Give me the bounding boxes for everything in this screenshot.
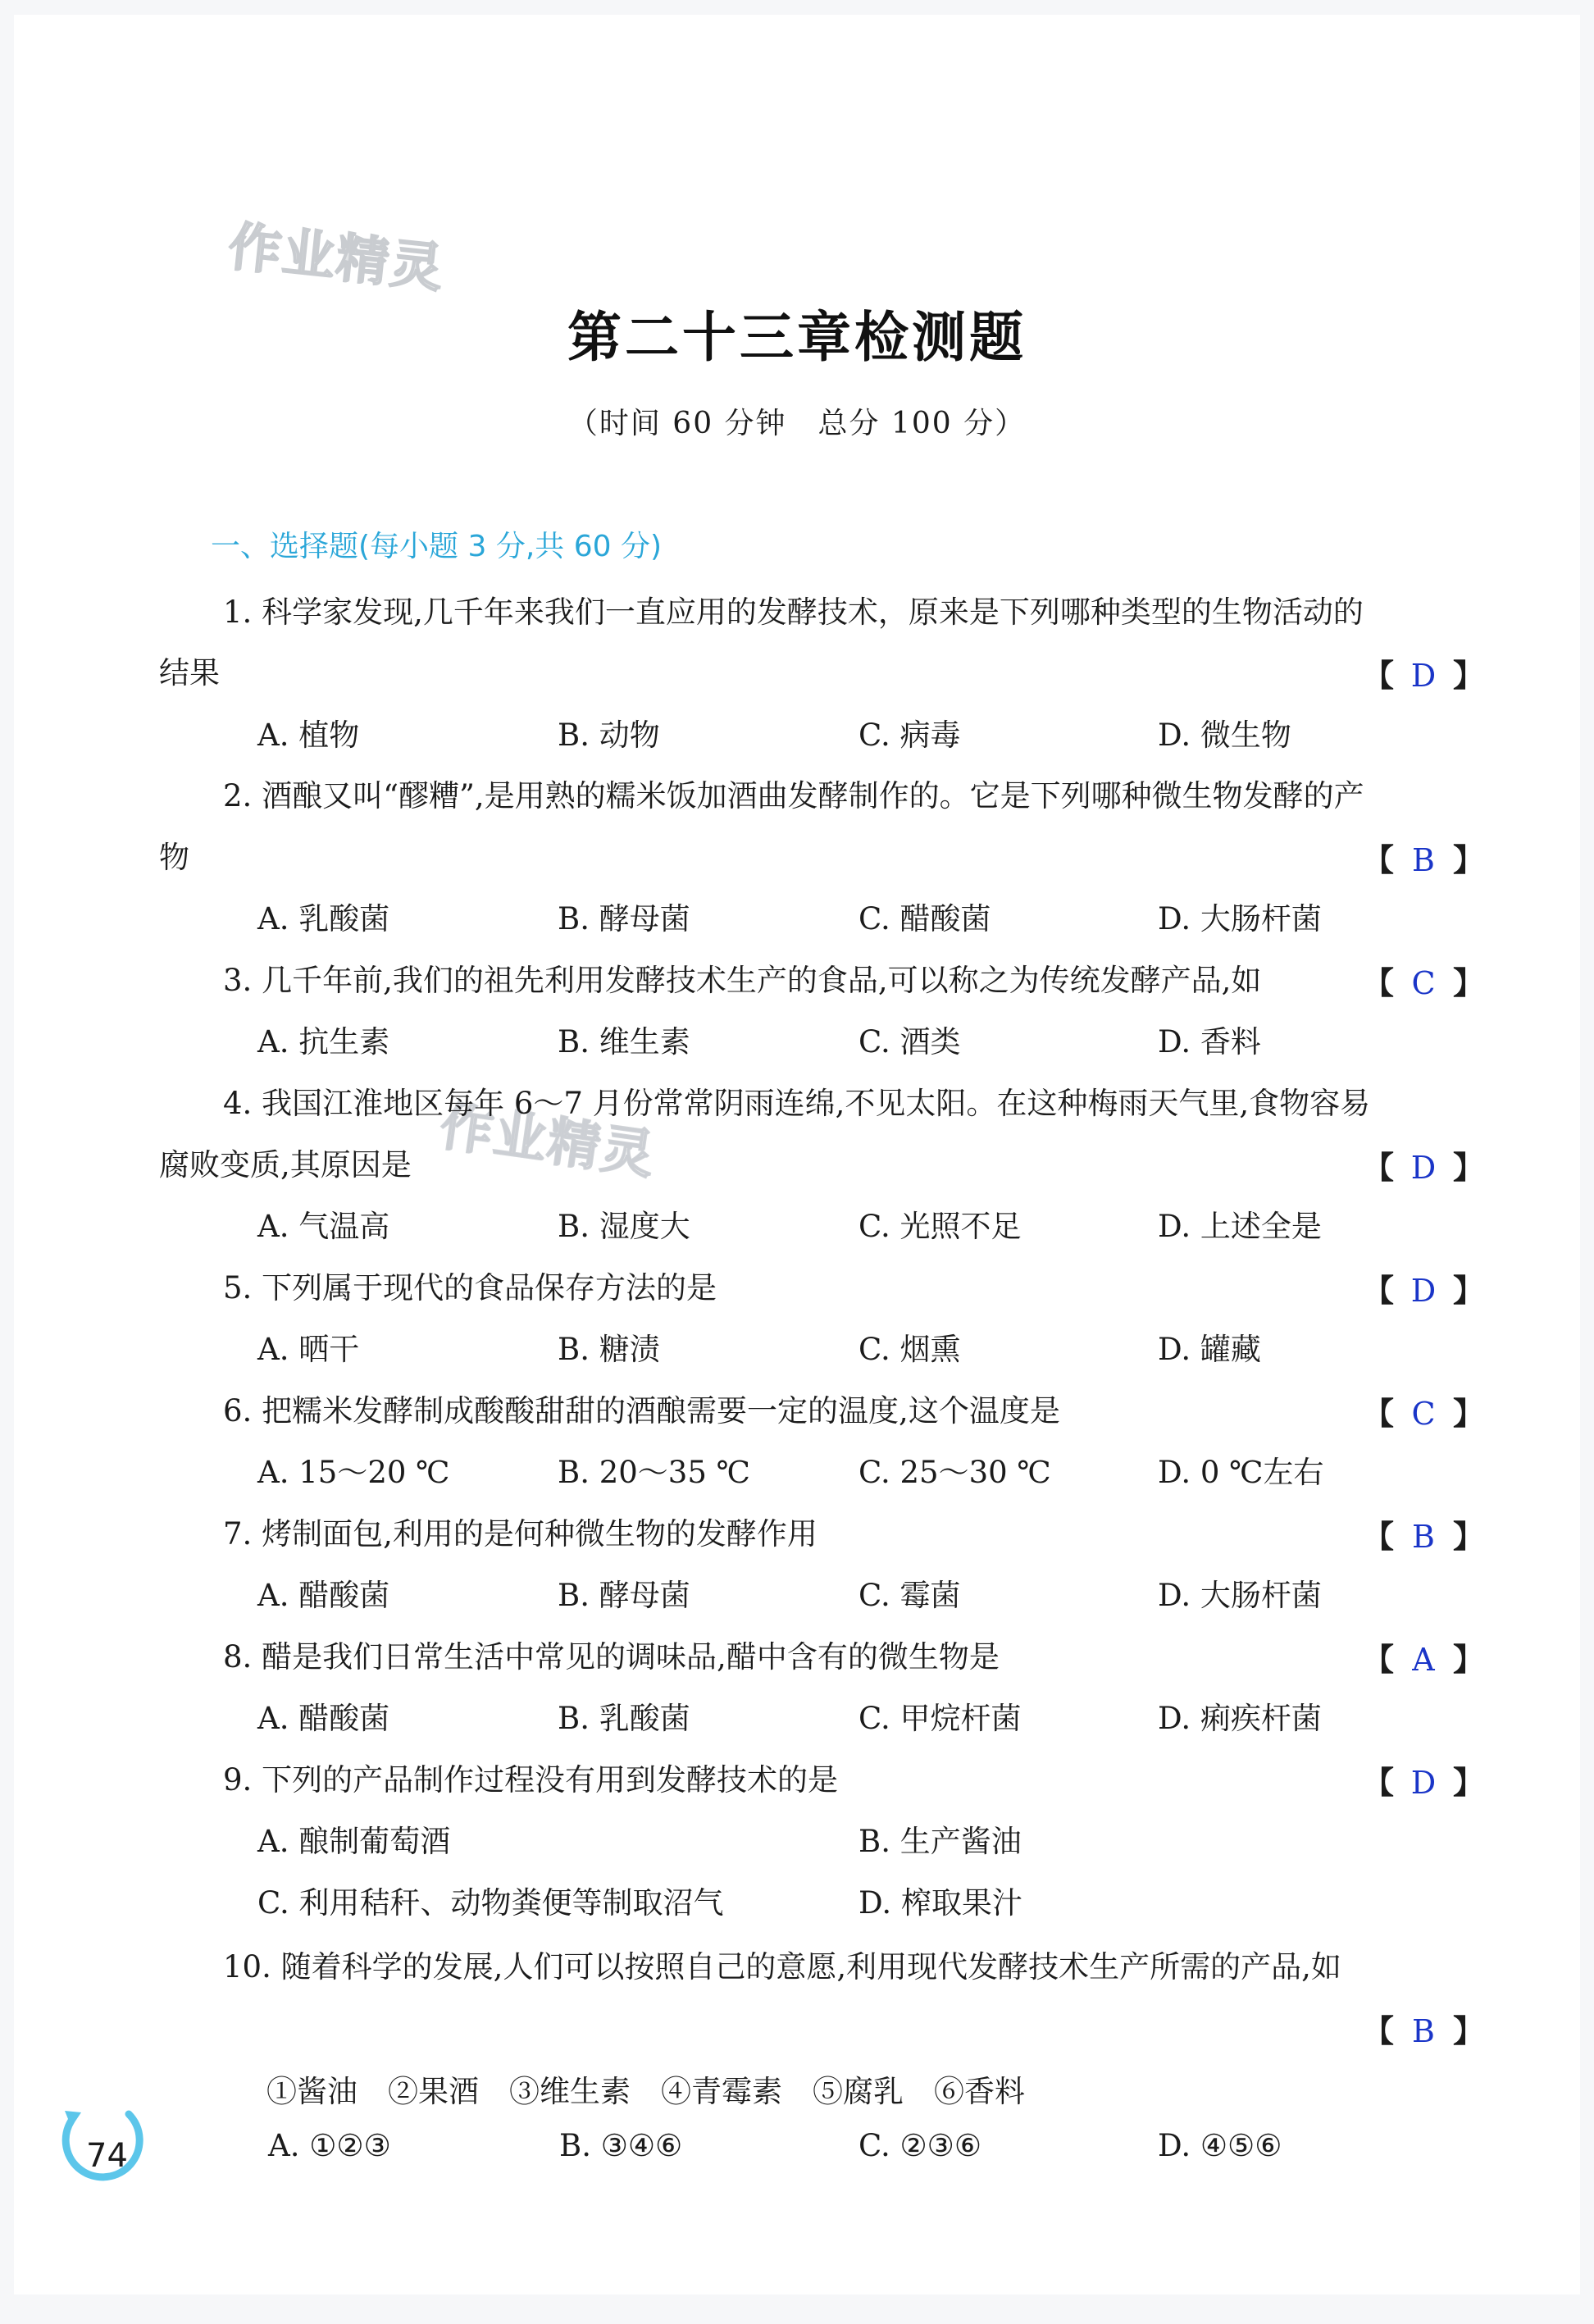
option: A. 醋酸菌	[257, 1701, 390, 1736]
answer-letter: D	[1410, 1273, 1437, 1309]
question-stem: 3. 几千年前,我们的祖先利用发酵技术生产的食品,可以称之为传统发酵产品,如	[223, 963, 1262, 998]
option: A. 15～20 ℃	[257, 1455, 450, 1490]
answer-bracket: 【 D 】	[1363, 658, 1485, 694]
page-number-badge	[47, 2096, 162, 2194]
question-stem: 4. 我国江淮地区每年 6～7 月份常常阴雨连绵,不见太阳。在这种梅雨天气里,食物容易	[223, 1086, 1371, 1121]
item-list: ①酱油 ②果酒 ③维生素 ④青霉素 ⑤腐乳 ⑥香料	[266, 2074, 1025, 2109]
page-number: 74	[86, 2137, 128, 2175]
question-stem: 结果	[159, 655, 220, 690]
answer-bracket: 【 D 】	[1363, 1150, 1485, 1186]
option: B. ③④⑥	[559, 2128, 683, 2163]
option: C. 25～30 ℃	[858, 1455, 1051, 1490]
page	[14, 15, 1580, 2294]
watermark: 作业精灵	[436, 1096, 660, 1187]
answer-bracket: 【 D 】	[1363, 1765, 1485, 1801]
question-stem: 8. 醋是我们日常生活中常见的调味品,醋中含有的微生物是	[223, 1639, 1000, 1675]
option: B. 糖渍	[558, 1332, 660, 1367]
watermark: 作业精灵	[225, 216, 448, 300]
option: A. 晒干	[257, 1332, 360, 1367]
answer-letter: B	[1412, 2013, 1435, 2049]
option: C. 光照不足	[858, 1209, 1022, 1244]
option: B. 20～35 ℃	[558, 1455, 751, 1490]
option: A. 植物	[257, 718, 360, 753]
option: B. 湿度大	[558, 1209, 690, 1244]
answer-bracket: 【 B 】	[1363, 2013, 1485, 2049]
option: D. 榨取果汁	[858, 1885, 1022, 1921]
option: B. 酵母菌	[558, 1578, 690, 1613]
answer-letter: C	[1411, 965, 1436, 1001]
option: D. 香料	[1158, 1024, 1261, 1059]
question-stem: 1. 科学家发现,几千年来我们一直应用的发酵技术，原来是下列哪种类型的生物活动的	[223, 595, 1364, 630]
option: D. 微生物	[1158, 718, 1291, 753]
answer-letter: B	[1412, 1519, 1435, 1555]
answer-letter: B	[1412, 842, 1435, 878]
question-stem: 5. 下列属于现代的食品保存方法的是	[223, 1270, 717, 1306]
option: A. ①②③	[268, 2128, 391, 2163]
option: D. 上述全是	[1158, 1209, 1322, 1244]
question-stem: 7. 烤制面包,利用的是何种微生物的发酵作用	[223, 1516, 817, 1552]
option: C. ②③⑥	[858, 2128, 982, 2163]
answer-letter: D	[1410, 658, 1437, 694]
answer-letter: C	[1411, 1396, 1436, 1432]
option: A. 气温高	[257, 1209, 390, 1244]
answer-bracket: 【 A 】	[1363, 1642, 1485, 1678]
option: C. 病毒	[858, 718, 961, 753]
option: D. 痢疾杆菌	[1158, 1701, 1322, 1736]
page-title: 第二十三章检测题	[567, 306, 1027, 369]
option: B. 酵母菌	[558, 901, 690, 936]
option: A. 乳酸菌	[257, 901, 390, 936]
option: C. 烟熏	[858, 1332, 961, 1367]
question-stem: 9. 下列的产品制作过程没有用到发酵技术的是	[223, 1762, 839, 1798]
answer-bracket: 【 B 】	[1363, 1519, 1485, 1555]
option: C. 甲烷杆菌	[858, 1701, 1022, 1736]
option: C. 利用秸秆、动物粪便等制取沼气	[257, 1885, 724, 1921]
option: B. 生产酱油	[858, 1824, 1022, 1859]
answer-bracket: 【 D 】	[1363, 1273, 1485, 1309]
answer-letter: A	[1412, 1642, 1435, 1678]
option: C. 霉菌	[858, 1578, 961, 1613]
option: A. 酿制葡萄酒	[257, 1824, 451, 1859]
section-heading: 一、选择题(每小题 3 分,共 60 分)	[211, 530, 663, 563]
page-subtitle: （时间 60 分钟 总分 100 分）	[567, 407, 1027, 440]
answer-bracket: 【 B 】	[1363, 842, 1485, 878]
option: B. 乳酸菌	[558, 1701, 690, 1736]
option: B. 动物	[558, 718, 660, 753]
question-stem: 6. 把糯米发酵制成酸酸甜甜的酒酿需要一定的温度,这个温度是	[223, 1393, 1060, 1429]
option: C. 酒类	[858, 1024, 961, 1059]
answer-bracket: 【 C 】	[1363, 965, 1485, 1001]
option: B. 维生素	[558, 1024, 690, 1059]
question-stem: 2. 酒酿又叫“醪糟”,是用熟的糯米饭加酒曲发酵制作的。它是下列哪种微生物发酵的产	[223, 778, 1364, 813]
option: D. 大肠杆菌	[1158, 1578, 1322, 1613]
question-stem: 物	[159, 840, 189, 875]
option: C. 醋酸菌	[858, 901, 991, 936]
answer-bracket: 【 C 】	[1363, 1396, 1485, 1432]
question-stem: 10. 随着科学的发展,人们可以按照自己的意愿,利用现代发酵技术生产所需的产品,如	[223, 1949, 1341, 1985]
option: D. 大肠杆菌	[1158, 901, 1322, 936]
option: A. 醋酸菌	[257, 1578, 390, 1613]
question-stem: 腐败变质,其原因是	[159, 1147, 412, 1183]
option: D. ④⑤⑥	[1158, 2128, 1282, 2163]
option: D. 罐藏	[1158, 1332, 1261, 1367]
option: A. 抗生素	[257, 1024, 390, 1059]
answer-letter: D	[1410, 1765, 1437, 1801]
answer-letter: D	[1410, 1150, 1437, 1186]
option: D. 0 ℃左右	[1158, 1455, 1324, 1490]
